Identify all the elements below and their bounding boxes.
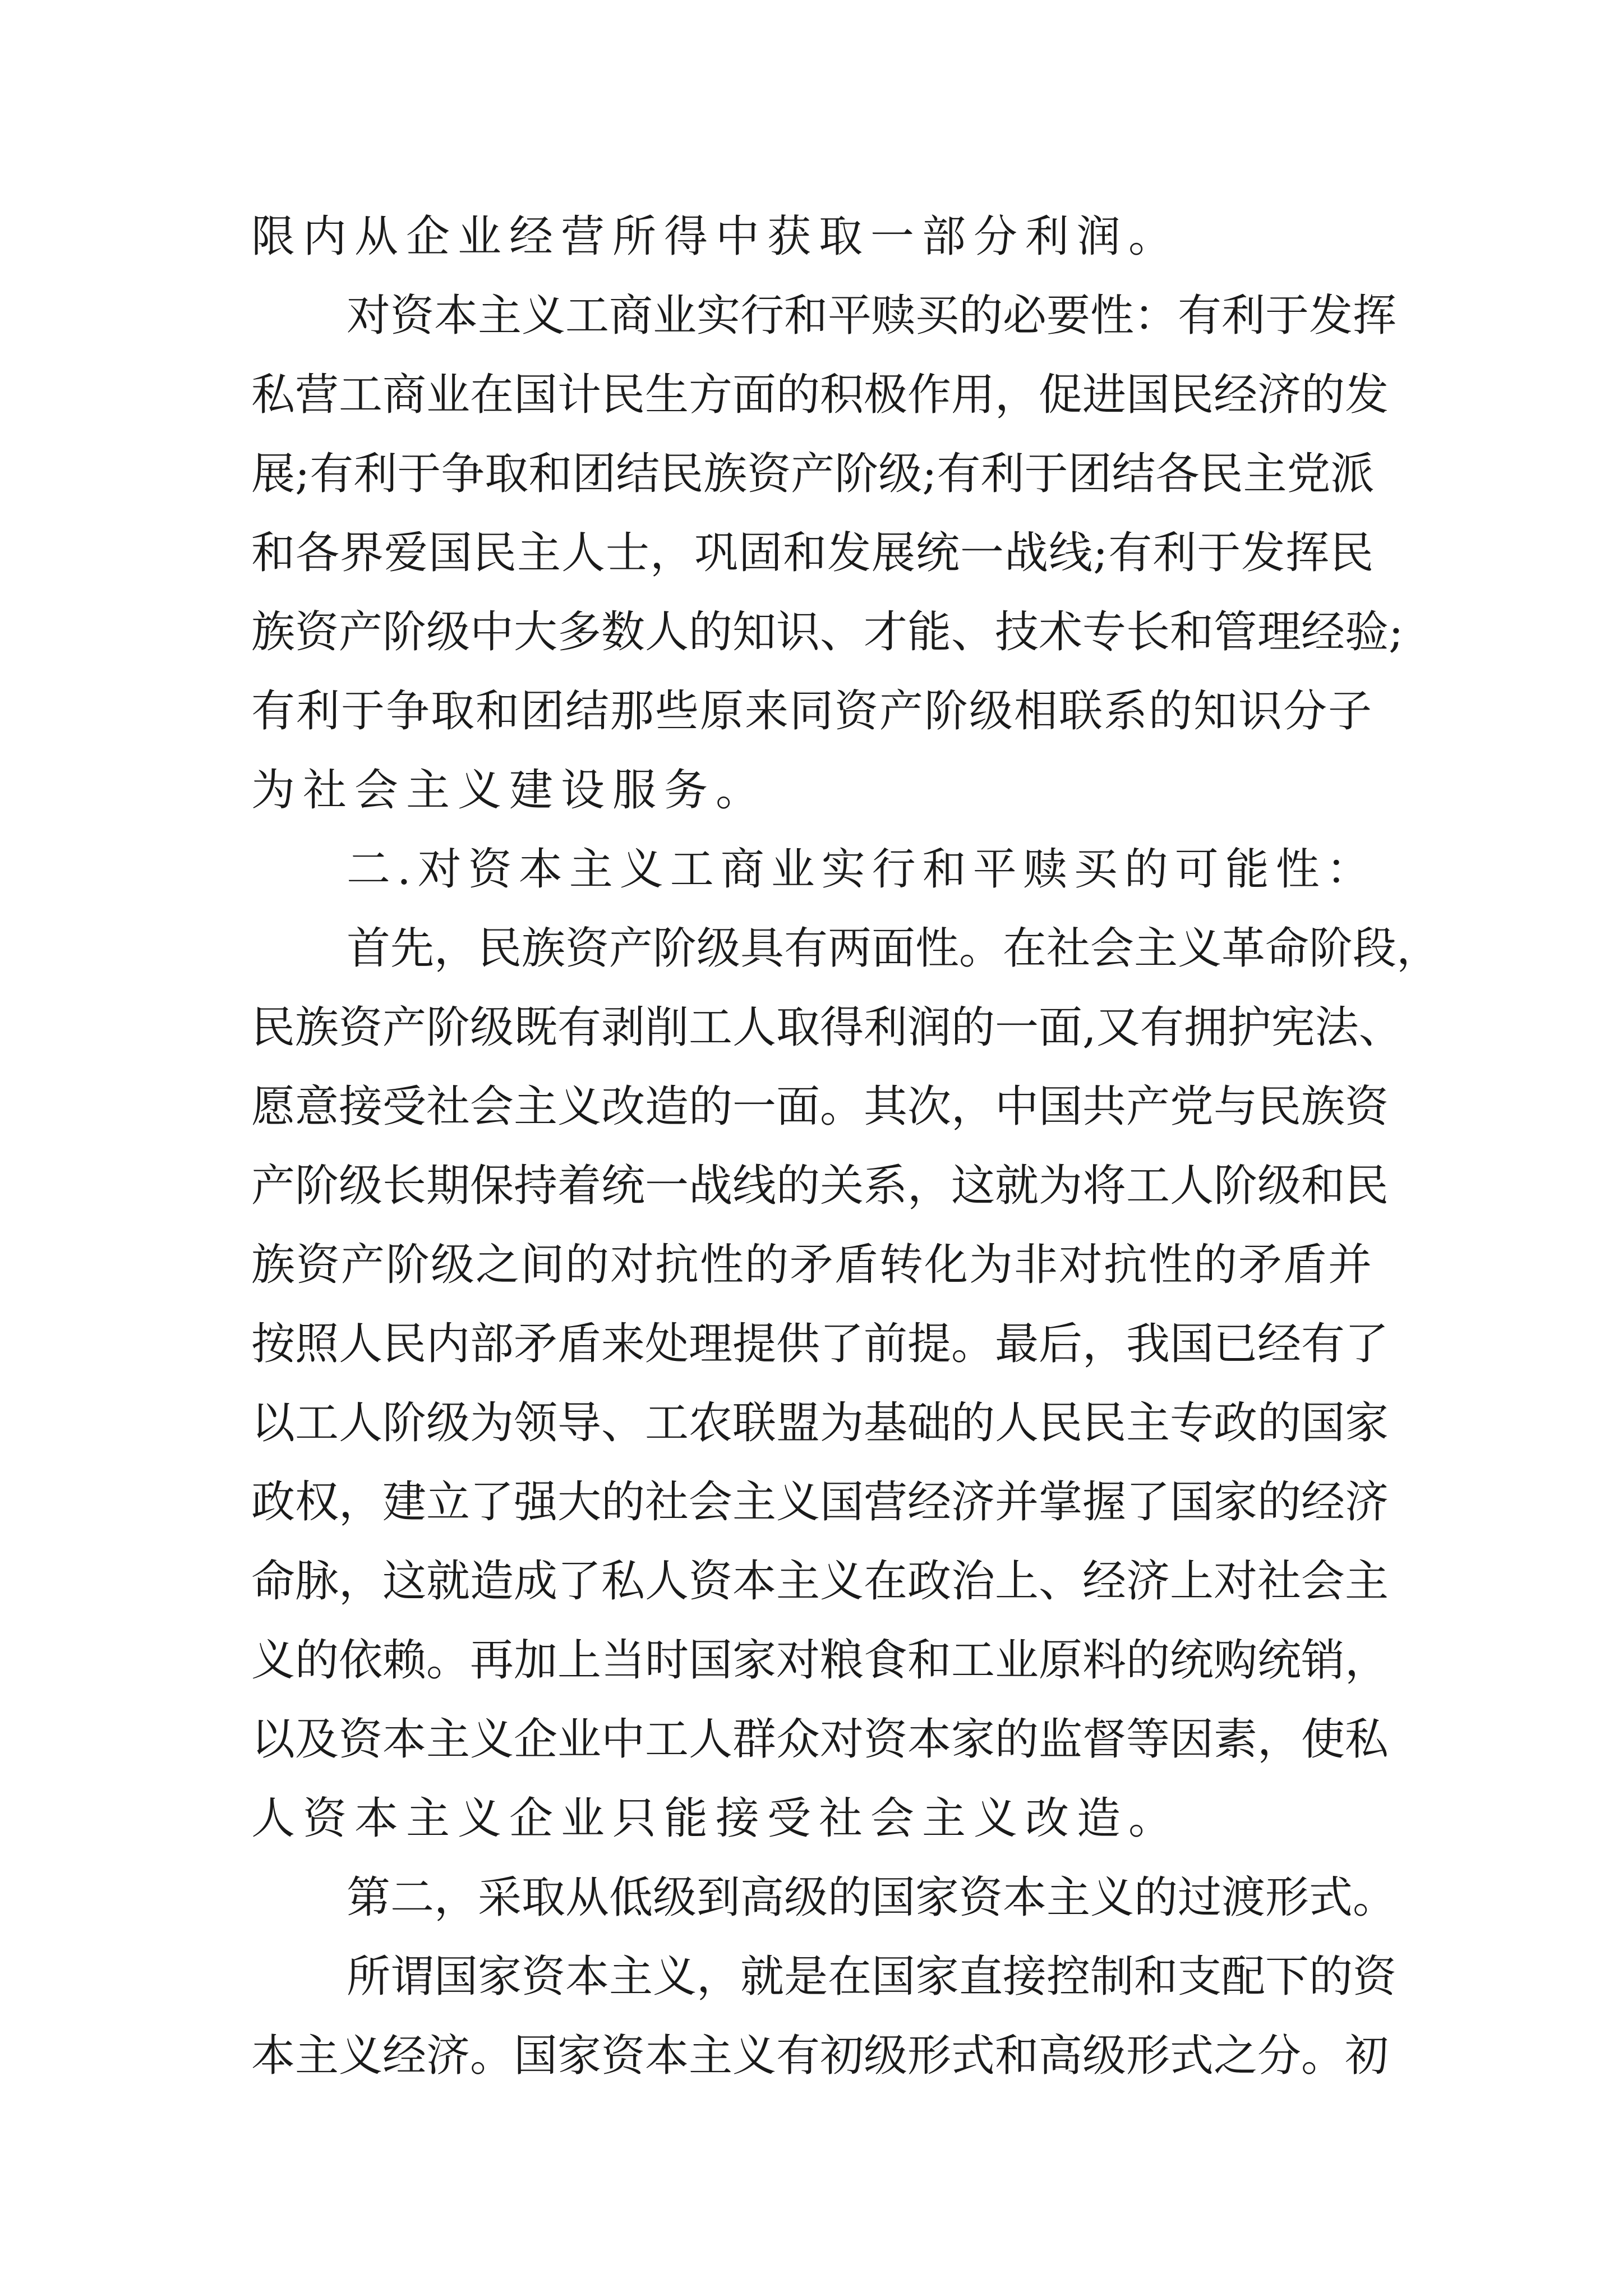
text-line: 私营工商业在国计民生方面的积极作用，促进国民经济的发 [251,370,1389,420]
text-line: 命脉，这就造成了私人资本主义在政治上、经济上对社会主 [251,1556,1389,1607]
text-line: 民族资产阶级既有剥削工人取得利润的一面,又有拥护宪法、 [251,1002,1403,1053]
text-line: 二.对资本主义工商业实行和平赎买的可能性： [347,844,1377,895]
text-line: 展;有利于争取和团结民族资产阶级;有利于团结各民主党派 [251,449,1375,499]
text-line: 第二，采取从低级到高级的国家资本主义的过渡形式。 [347,1872,1397,1923]
document-body [251,197,1441,2096]
text-line: 族资产阶级之间的对抗性的矛盾转化为非对抗性的矛盾并 [251,1240,1373,1290]
text-line: 限内从企业经营所得中获取一部分利润。 [251,211,1181,262]
text-line: 有利于争取和团结那些原来同资产阶级相联系的知识分子 [251,686,1373,737]
text-line: 本主义经济。国家资本主义有初级形式和高级形式之分。初 [251,2031,1389,2081]
text-line: 产阶级长期保持着统一战线的关系，这就为将工人阶级和民 [251,1161,1389,1211]
text-line: 人资本主义企业只能接受社会主义改造。 [251,1793,1181,1844]
text-line: 政权，建立了强大的社会主义国营经济并掌握了国家的经济 [251,1477,1389,1527]
text-line: 以工人阶级为领导、工农联盟为基础的人民民主专政的国家 [251,1398,1389,1448]
text-line: 族资产阶级中大多数人的知识、才能、技术专长和管理经验; [251,607,1404,657]
text-line: 按照人民内部矛盾来处理提供了前提。最后，我国已经有了 [251,1319,1389,1369]
text-line: 以及资本主义企业中工人群众对资本家的监督等因素，使私 [251,1714,1389,1765]
text-line: 和各界爱国民主人士，巩固和发展统一战线;有利于发挥民 [251,528,1375,578]
text-line: 对资本主义工商业实行和平赎买的必要性：有利于发挥 [347,291,1397,341]
text-line: 为社会主义建设服务。 [251,765,768,816]
text-line: 所谓国家资本主义，就是在国家直接控制和支配下的资 [347,1952,1397,2002]
text-line: 首先，民族资产阶级具有两面性。在社会主义革命阶段， [347,923,1441,974]
text-line: 愿意接受社会主义改造的一面。其次，中国共产党与民族资 [251,1082,1389,1132]
text-line: 义的依赖。再加上当时国家对粮食和工业原料的统购统销， [251,1635,1389,1686]
